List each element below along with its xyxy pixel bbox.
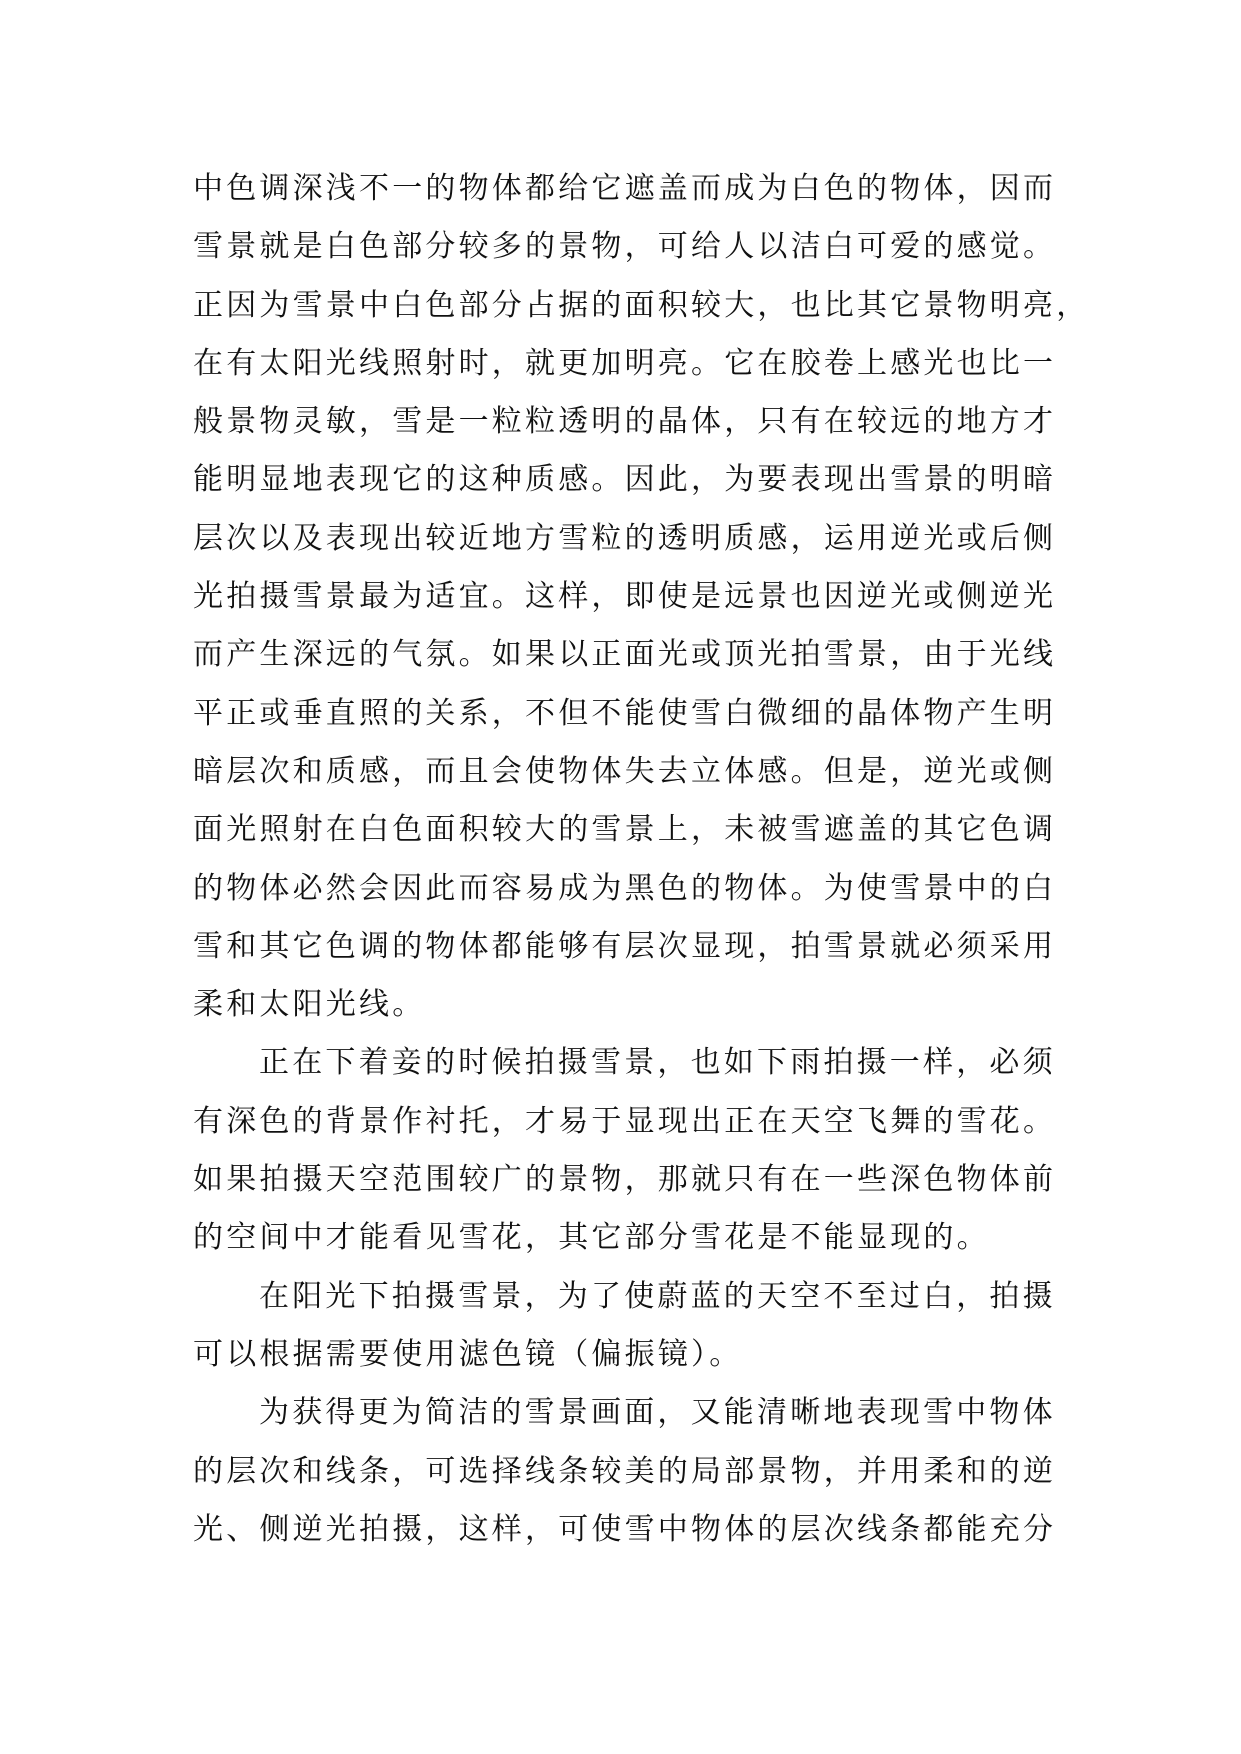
text-line: 能明显地表现它的这种质感。因此，为要表现出雪景的明暗: [193, 462, 1057, 498]
text-line: 层次以及表现出较近地方雪粒的透明质感，运用逆光或后侧: [193, 520, 1057, 556]
text-line: 的空间中才能看见雪花，其它部分雪花是不能显现的。: [193, 1220, 990, 1256]
text-line: 正因为雪景中白色部分占据的面积较大，也比其它景物明亮，: [193, 287, 1090, 323]
text-line: 在有太阳光线照射时，就更加明亮。它在胶卷上感光也比一: [193, 345, 1057, 381]
text-line: 中色调深浅不一的物体都给它遮盖而成为白色的物体，因而: [193, 171, 1057, 206]
text-line: 平正或垂直照的关系，不但不能使雪白微细的晶体物产生明: [193, 695, 1057, 731]
text-line: 雪景就是白色部分较多的景物，可给人以洁白可爱的感觉。: [193, 229, 1057, 265]
paragraph-start-line: 为获得更为简洁的雪景画面，又能清晰地表现雪中物体: [259, 1395, 1056, 1431]
text-line: 而产生深远的气氛。如果以正面光或顶光拍雪景，由于光线: [193, 637, 1057, 673]
text-line: 光拍摄雪景最为适宜。这样，即使是远景也因逆光或侧逆光: [193, 579, 1057, 615]
text-line: 面光照射在白色面积较大的雪景上，未被雪遮盖的其它色调: [193, 812, 1057, 848]
text-line: 暗层次和质感，而且会使物体失去立体感。但是，逆光或侧: [193, 753, 1057, 789]
paragraph-start-line: 正在下着妾的时候拍摄雪景，也如下雨拍摄一样，必须: [259, 1045, 1056, 1081]
text-line: 的层次和线条，可选择线条较美的局部景物，并用柔和的逆: [193, 1453, 1057, 1489]
text-line: 光、侧逆光拍摄，这样，可使雪中物体的层次线条都能充分: [193, 1511, 1057, 1547]
text-line: 可以根据需要使用滤色镜（偏振镜）。: [193, 1336, 743, 1372]
text-line: 柔和太阳光线。: [193, 987, 426, 1023]
text-line: 雪和其它色调的物体都能够有层次显现，拍雪景就必须采用: [193, 928, 1057, 964]
text-line: 般景物灵敏，雪是一粒粒透明的晶体，只有在较远的地方才: [193, 404, 1057, 440]
text-line: 的物体必然会因此而容易成为黑色的物体。为使雪景中的白: [193, 870, 1057, 906]
text-line: 有深色的背景作衬托，才易于显现出正在天空飞舞的雪花。: [193, 1103, 1057, 1139]
document-body: [193, 160, 1093, 1559]
paragraph-start-line: 在阳光下拍摄雪景，为了使蔚蓝的天空不至过白，拍摄: [259, 1278, 1056, 1314]
text-line: 如果拍摄天空范围较广的景物，那就只有在一些深色物体前: [193, 1162, 1057, 1198]
